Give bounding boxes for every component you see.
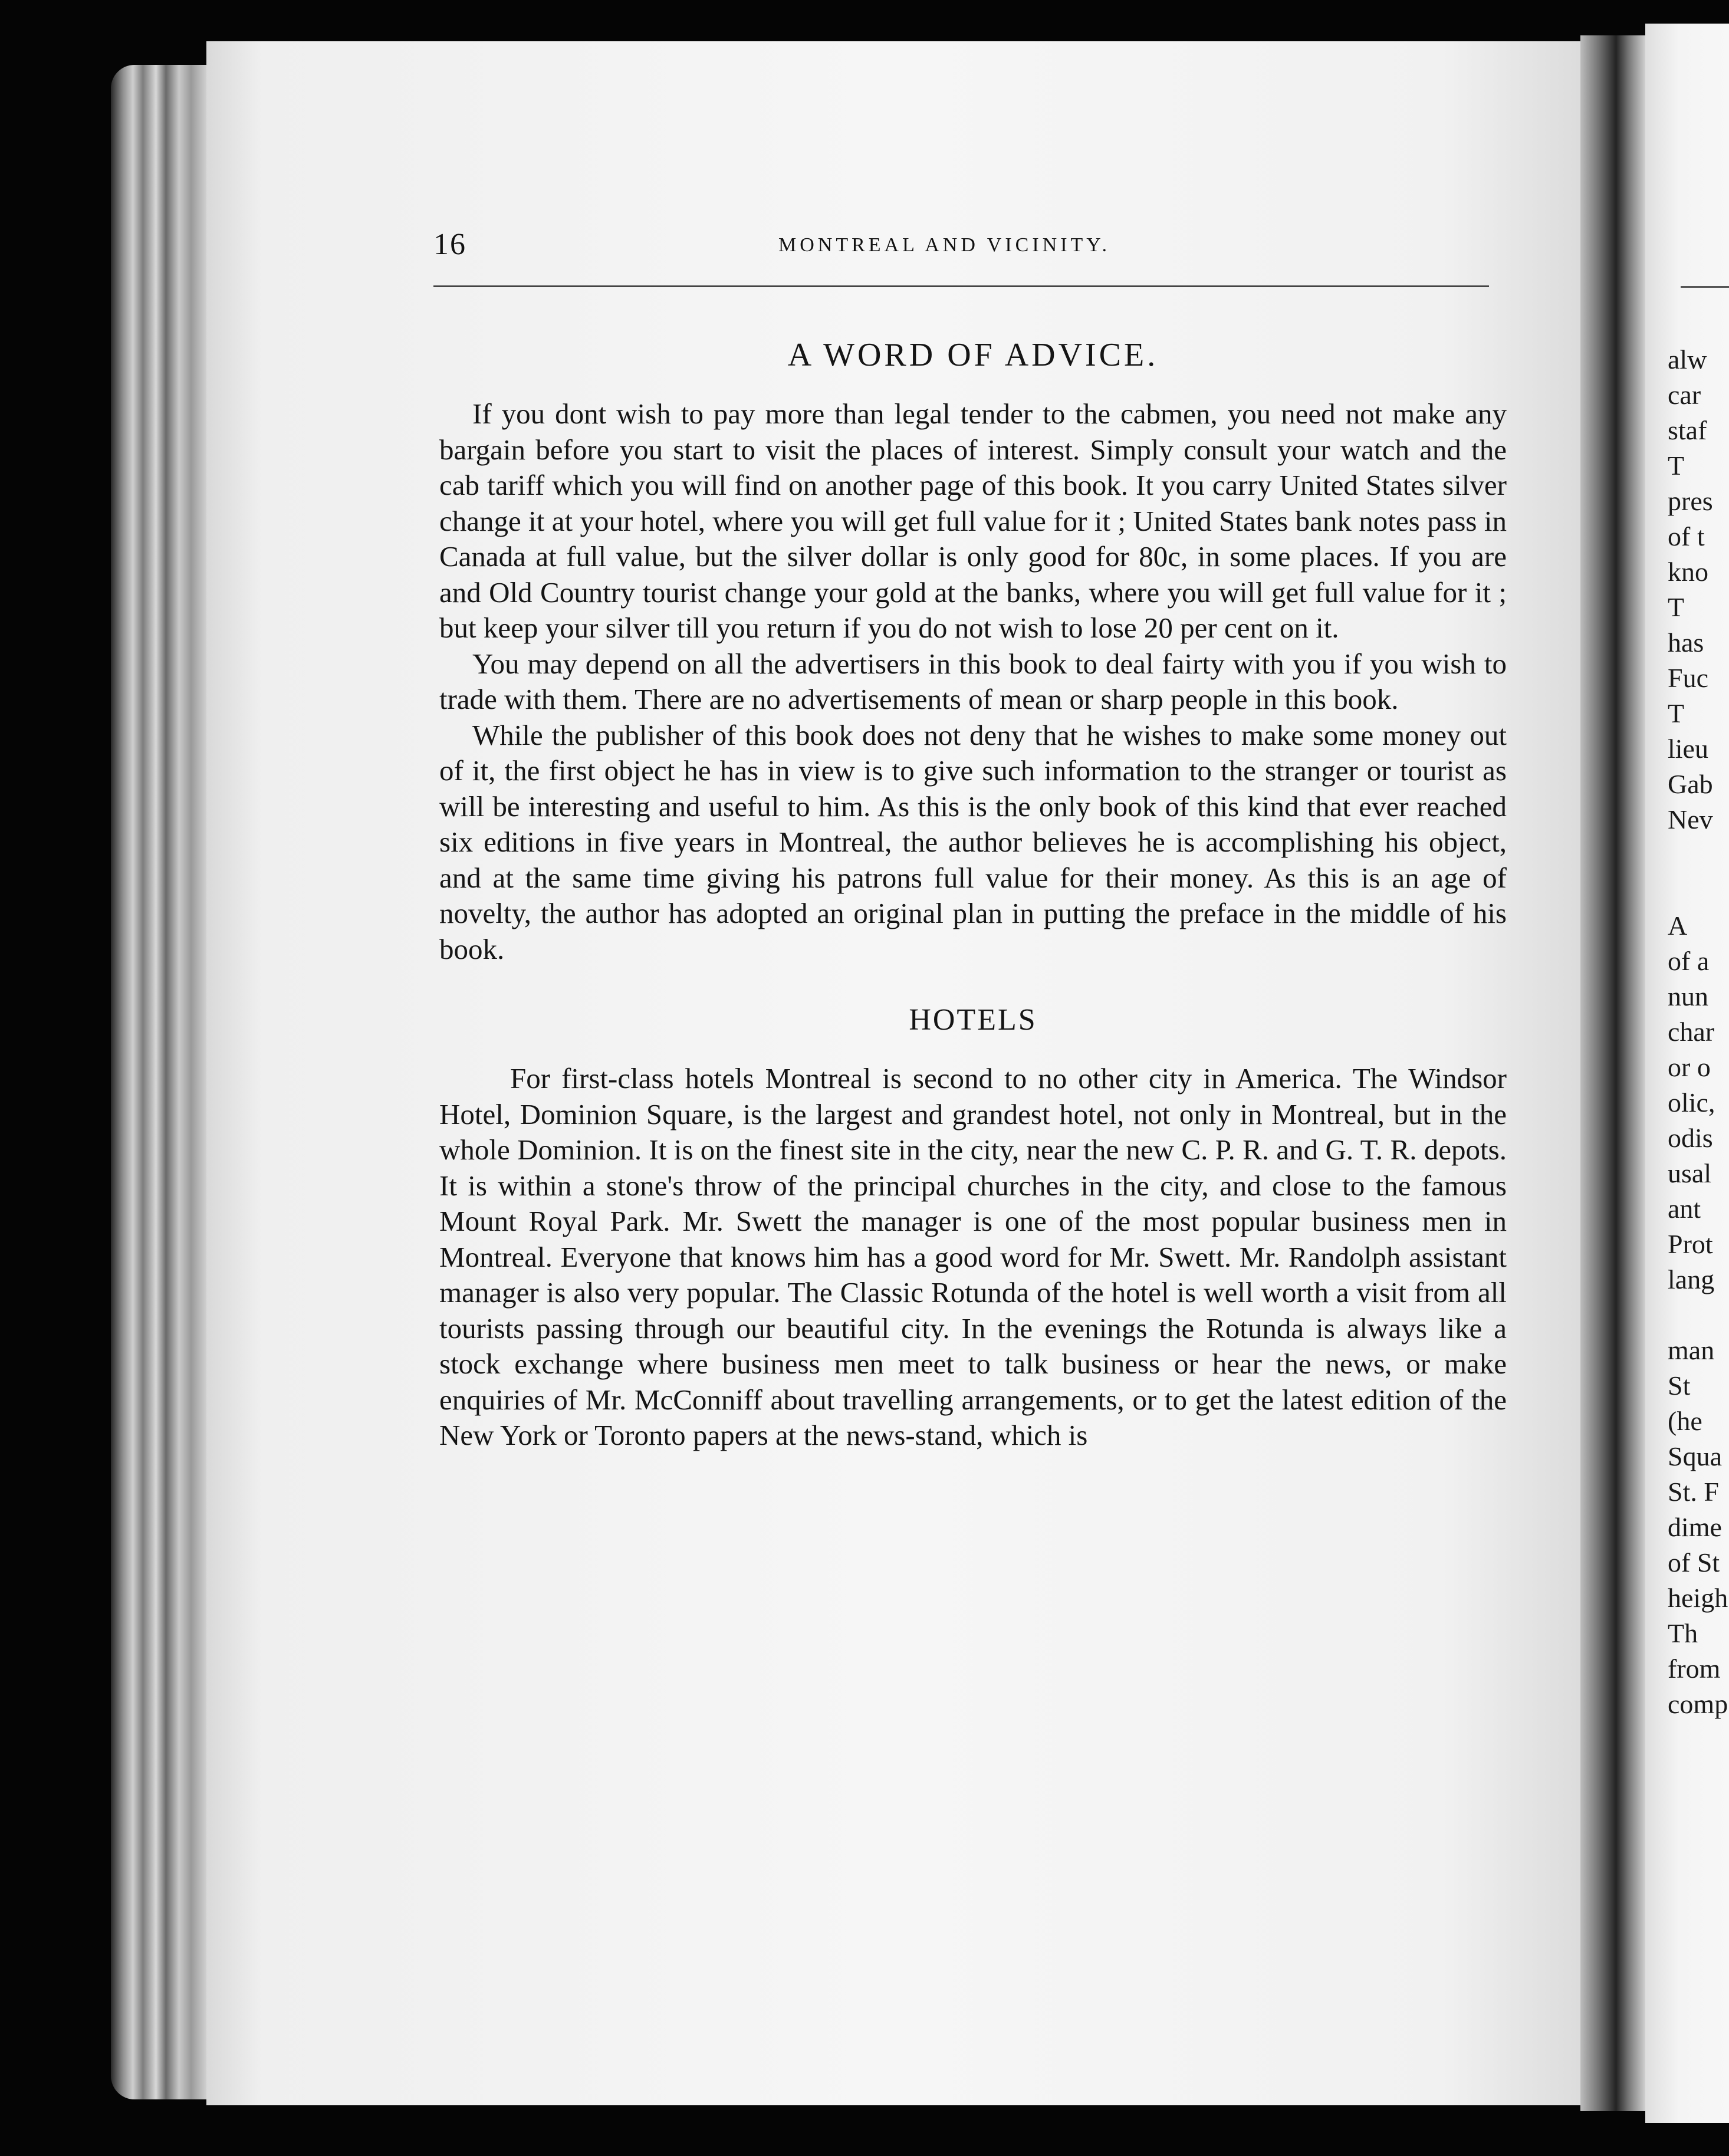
- facing-page-fragment: ant: [1668, 1194, 1701, 1224]
- facing-page-fragment: olic,: [1668, 1087, 1715, 1118]
- running-head: MONTREAL AND VICINITY.: [778, 234, 1110, 256]
- facing-page-fragment: lang: [1668, 1264, 1715, 1294]
- facing-page-fragment: man: [1668, 1335, 1715, 1365]
- facing-page-fragment: Fuc: [1668, 663, 1708, 693]
- facing-page-fragment: has: [1668, 627, 1704, 658]
- facing-page-fragment: St. F: [1668, 1477, 1719, 1507]
- facing-page-fragment: of t: [1668, 521, 1705, 551]
- header-rule: [433, 285, 1489, 287]
- facing-page-fragment: T: [1668, 592, 1685, 622]
- facing-page-fragment: [1668, 837, 1728, 873]
- facing-page-fragment: [1668, 873, 1728, 908]
- facing-page: [1645, 24, 1729, 2123]
- facing-page-fragment: staf: [1668, 415, 1707, 445]
- page-number: 16: [433, 228, 466, 261]
- book-gutter: [1580, 35, 1645, 2111]
- facing-page-fragment: pres: [1668, 486, 1713, 516]
- facing-page-fragment: lieu: [1668, 734, 1708, 764]
- book-edge: [111, 65, 211, 2099]
- facing-page-fragment: nun: [1668, 981, 1708, 1011]
- facing-page-fragment: kno: [1668, 557, 1708, 587]
- facing-page-fragment: A: [1668, 911, 1688, 941]
- facing-page-fragment: Nev: [1668, 804, 1713, 834]
- section-title-advice: A WORD OF ADVICE.: [787, 337, 1159, 373]
- facing-page-fragment: Gab: [1668, 769, 1713, 799]
- paragraph: If you dont wish to pay more than legal tender to the cabmen, you need not make any bargain before you start to visit the places of interest. Simply consult your watch and the cab tariff which you will find on another page of this book. It you carry United States silver change it at your hotel, where you will get full value for it ; United States bank notes pass in Canada at full value, but the silver dollar is only good for 80c, in some places. If you are and Old Country tourist change your gold at the banks, where you will get full value for it ; but keep your silver till you return if you do not wish to lose 20 per cent on it.: [439, 397, 1507, 644]
- facing-page-fragment: dime: [1668, 1512, 1722, 1542]
- facing-page-fragment: Prot: [1668, 1229, 1713, 1259]
- facing-page-fragment: char: [1668, 1017, 1715, 1047]
- paragraph: You may depend on all the advertisers in this book to deal fairty with you if you wish to trade with them. There are no advertisements of mean or sharp people in this book.: [439, 647, 1507, 715]
- facing-page-fragment: T: [1668, 698, 1685, 728]
- facing-page-rule: [1681, 286, 1729, 288]
- facing-page-fragment: Squa: [1668, 1441, 1722, 1471]
- facing-page-fragment: alw: [1668, 344, 1707, 374]
- facing-page-fragment: usal: [1668, 1158, 1712, 1188]
- paragraph: For first-class hotels Montreal is second to no other city in America. The Windsor Hotel, Dominion Square, is the largest and grandest hotel, not only in Montreal, but in the whole Dominion. It is on the finest site in the city, near the new C. P. R. and G. T. R. depots. It is within a stone's throw of the principal churches in the city, and close to the famous Mount Royal Park. Mr. Swett the manager is one of the most popular business men in Montreal. Everyone that knows him has a good word for Mr. Swett. Mr. Randolph assistant manager is also very popular. The Classic Rotunda of the hotel is well worth a visit from all tourists passing through our beautiful city. In the evenings the Rotunda is always like a stock exchange where business men meet to talk business or hear the news, or make enquiries of Mr. McConniff about travelling arrangements, or to get the latest edition of the New York or Toronto papers at the news-stand, which is: [439, 1062, 1507, 1451]
- facing-page-fragment: from: [1668, 1654, 1721, 1684]
- facing-page-fragment: comp: [1668, 1689, 1728, 1719]
- facing-page-fragment: (he: [1668, 1406, 1702, 1436]
- facing-page-fragment: heigh: [1668, 1583, 1728, 1613]
- facing-page-fragments: [1668, 342, 1728, 1722]
- section-title-hotels: HOTELS: [909, 1003, 1037, 1037]
- facing-page-fragment: of St: [1668, 1547, 1720, 1577]
- facing-page-fragment: odis: [1668, 1123, 1713, 1153]
- facing-page-fragment: St: [1668, 1370, 1691, 1401]
- facing-page-fragment: [1668, 1297, 1728, 1333]
- facing-page-fragment: Th: [1668, 1618, 1698, 1648]
- facing-page-fragment: or o: [1668, 1052, 1711, 1082]
- facing-page-fragment: of a: [1668, 946, 1710, 976]
- facing-page-fragment: car: [1668, 380, 1701, 410]
- paragraph: While the publisher of this book does not deny that he wishes to make some money out of it, the first object he has in view is to give such information to the stranger or tourist as will be interesting and useful to him. As this is the only book of this kind that ever reached six editions in five years in Montreal, the author believes he is accomplishing his object, and at the same time giving his patrons full value for their money. As this is an age of novelty, the author has adopted an original plan in putting the preface in the middle of his book.: [439, 718, 1507, 965]
- facing-page-fragment: T: [1668, 451, 1685, 481]
- page-body: [439, 318, 1507, 1454]
